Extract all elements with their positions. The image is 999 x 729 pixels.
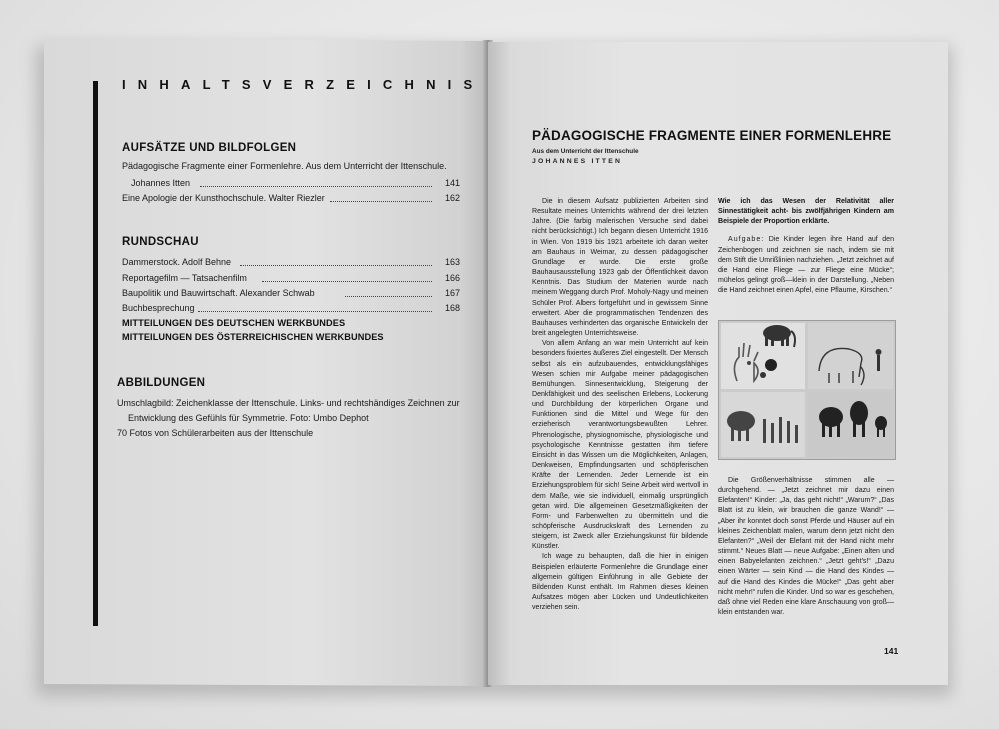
- toc-page-number: 141: [444, 178, 460, 188]
- aufgabe-label: Aufgabe:: [728, 236, 765, 244]
- toc-entry: Johannes Itten: [131, 178, 191, 188]
- fly-icon: [747, 361, 751, 365]
- children-drawings-photo: [718, 320, 896, 460]
- dot-leader: [330, 200, 432, 202]
- illustration-line: 70 Fotos von Schülerarbeiten aus der Ittenschule: [117, 428, 314, 438]
- toc-entry: Reportagefilm — Tatsachenfilm: [122, 273, 247, 283]
- dot-leader: [262, 280, 432, 282]
- paragraph: Von allem Anfang an war mein Unterricht auf kein besonders fixiertes äußeres Ziel eingestellt. Der Mensch selbst als ein aufzubauendes, entwicklungsfähiges Wesen schien mir Aufgabe meiner pädagogischen Bemühungen. Sinnesentwicklung, Steigerung der Denkfähigkeit und des seelischen Erlebens, Lockerung und Durchbildung der körperlichen Organe und Funktionen sind die Mittel und Wege für den erzieherisch verantwortungsbewußten Lehrer. Phrenologische, physiognomische, physiologische und psychologische Kenntnisse gestatten ihm tiefere Einsicht in das Wissen um die Möglichkeiten, Anlagen, Denkweisen, Empfindungsarten und schöpferischen Kräfte der Lernenden. Jeder Lernende ist ein Erziehungsproblem für sich! Seine Arbeit wird wertvoll in dem Maße, wie sie individuell, einmalig ursprünglich getan wird. Die allgemeinen Gesetzmäßigkeiten der Form- und Farbenwelten zu übermitteln und die schöpferische Ausdruckskraft des Lernenden zu steigern, ist Zweck aller Erziehungskunst für bildende Künstler.: [532, 340, 708, 551]
- section-heading-rundschau: RUNDSCHAU: [122, 236, 199, 248]
- toc-entry: Buchbesprechung: [122, 303, 195, 313]
- dot-leader: [345, 295, 432, 297]
- plum-icon: [760, 372, 766, 378]
- article-column-right-bottom: [718, 476, 894, 618]
- page-number: 141: [884, 646, 899, 656]
- left-page: [44, 39, 487, 686]
- toc-page-number: 163: [444, 257, 460, 267]
- paragraph: Die Größenverhältnisse stimmen alle — durchgehend. — „Jetzt zeichnet mir dazu einen Elefanten!“ Kinder: „Ja, das geht nicht!“ „Warum?“ „Das Blatt ist zu klein, wir brauchen die ganze Wand!“ — „Aber ihr konntet doch sonst Pferde und Häuser auf ein kleines Zeichenblatt malen, warum denn jetzt nicht den Elefanten?“ „Weil der Elefant mit der Hand nicht mehr stimmt.“ Neues Blatt — neue Aufgabe: „Einen alten und einen Babyelefanten zeichnen.“ „Jetzt geht's!“ „Dazu einen Wärter — sein Kind — die Hand des Kindes — auf die Hand des Kindes die Mücke!“ „Das geht aber nicht mehr!“ rufen die Kinder. Und so war es geschehen, daß ohne viel Reden eine klare Anschauung von groß—klein entstanden war.: [718, 477, 894, 617]
- toc-page-number: 162: [444, 193, 460, 203]
- drawing-panel: [808, 323, 893, 389]
- vertical-rule: [93, 81, 98, 626]
- aufgabe-paragraph: [718, 235, 894, 296]
- toc-page-number: 166: [444, 273, 460, 283]
- section-heading-abbildungen: ABBILDUNGEN: [117, 377, 206, 389]
- toc-entry: Pädagogische Fragmente einer Formenlehre. Aus dem Unterricht der Ittenschule.: [122, 161, 447, 171]
- dot-leader: [240, 264, 432, 266]
- dot-leader: [198, 310, 432, 312]
- dot-leader: [200, 185, 432, 187]
- werkbund-line: MITTEILUNGEN DES DEUTSCHEN WERKBUNDES: [122, 318, 346, 328]
- article-subtitle: Aus dem Unterricht der Ittenschule: [532, 148, 639, 155]
- toc-heading: INHALTSVERZEICHNIS: [122, 77, 485, 92]
- article-title: PÄDAGOGISCHE FRAGMENTE EINER FORMENLEHRE: [532, 128, 892, 143]
- illustration-line: Umschlagbild: Zeichenklasse der Ittenschule. Links- und rechtshändiges Zeichnen zur: [117, 398, 460, 408]
- werkbund-line: MITTEILUNGEN DES ÖSTERREICHISCHEN WERKBUNDES: [122, 332, 384, 342]
- toc-entry: Dammerstock. Adolf Behne: [122, 257, 232, 267]
- article-column-right-top: [718, 197, 894, 296]
- toc-page-number: 167: [444, 288, 460, 298]
- paragraph: Die in diesem Aufsatz publizierten Arbeiten sind Resultate meines Unterrichts während der drei letzten Jahre. (Die farbig malerischen Versuche sind dabei nicht berücksichtigt.) Ich begann diesen Unterricht 1916 in Wien. Von 1919 bis 1921 arbeitete ich daran weiter am Bauhaus in Weimar, zu dessen pädagogischer Grundlage er wurde. Die erste große Bauhausausstellung 1923 gab der Öffentlichkeit davon Kenntnis. Das Studium der Materien wurde nach meinem Weggang durch Prof. Moholy-Nagy und meinen Schüler Prof. Albers fortgeführt und in gewissem Sinne erweitert. Aber die programmatischen Tendenzen des Bauhauses verhinderten das organische Entwickeln der breit angelegten Unterrichtsweise.: [532, 198, 708, 338]
- toc-page-number: 168: [444, 303, 460, 313]
- intro-question: Wie ich das Wesen der Relativität aller Sinnestätigkeit acht- bis zwölfjährigen Kindern am Beispiele der Proportion erklärte.: [718, 198, 894, 226]
- section-heading-aufsaetze: AUFSÄTZE UND BILDFOLGEN: [122, 142, 297, 154]
- toc-entry: Baupolitik und Bauwirtschaft. Alexander Schwab: [122, 288, 315, 298]
- apple-icon: [765, 359, 777, 371]
- drawings-illustration: [719, 321, 895, 459]
- aufgabe-text: Die Kinder legen ihre Hand auf den Zeichenbogen und zeichnen sie nach, indem sie mit dem Stift die Umrißlinien nachziehen. „Jetzt zeichnet auf die Hand eine Fliege — zur Fliege eine Mücke“; mühelos gelingt groß—klein in der Darstellung. „Neben die Hand zeichnet einen Apfel, eine Pflaume, Kirschen.“: [718, 236, 894, 295]
- illustration-line: Entwicklung des Gefühls für Symmetrie. Foto: Umbo Dephot: [128, 413, 369, 423]
- toc-entry: Eine Apologie der Kunsthochschule. Walter Riezler: [122, 193, 325, 203]
- article-author: JOHANNES ITTEN: [532, 158, 623, 165]
- paragraph: Ich wage zu behaupten, daß die hier in einigen Beispielen erläuterte Formenlehre die Grundlage einer allgemein gültigen Einführung in alle Gebiete der Bildenden Kunst enthält. Im Rahmen dieses kleinen Aufsatzes mögen aber Lücken und Undeutlichkeiten verziehen sein.: [532, 553, 708, 612]
- article-column-left: [532, 197, 708, 613]
